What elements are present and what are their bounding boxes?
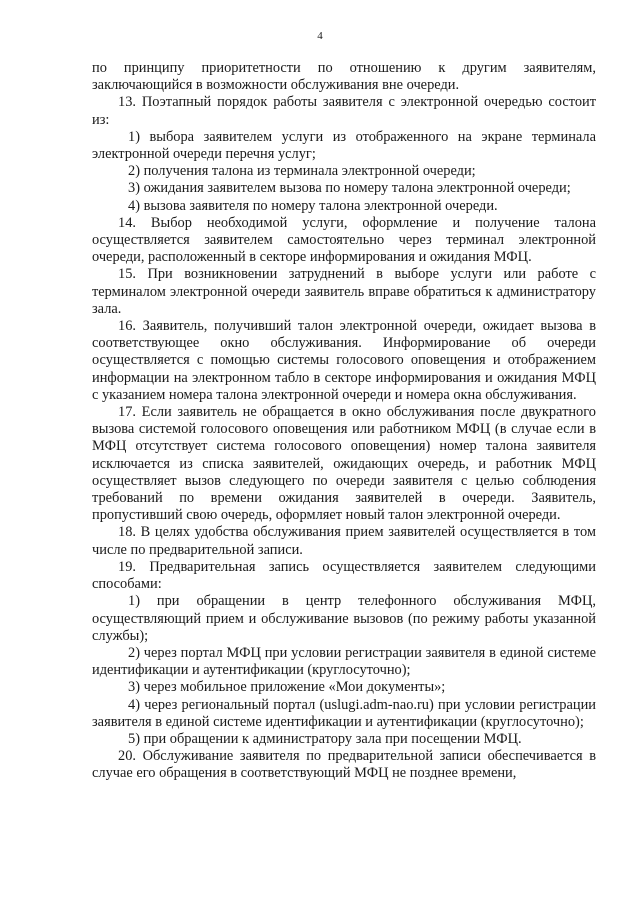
paragraph-19-item-2: 2) через портал МФЦ при условии регистрации заявителя в единой системе идентификации и аутентификации (круглосуточно); bbox=[92, 644, 596, 679]
paragraph-14: 14. Выбор необходимой услуги, оформление и получение талона осуществляется заявителем самостоятельно через терминал электронной очереди, расположенный в секторе информирования и ожидания МФЦ. bbox=[92, 214, 596, 266]
paragraph-13-item-2: 2) получения талона из терминала электронной очереди; bbox=[128, 163, 476, 180]
page-number: 4 bbox=[317, 30, 323, 42]
document-body bbox=[92, 60, 596, 783]
paragraph-13-item-4: 4) вызова заявителя по номеру талона электронной очереди. bbox=[128, 197, 498, 214]
paragraph-13-item-1: 1) выбора заявителем услуги из отображенного на экране терминала электронной очереди перечня услуг; bbox=[92, 128, 596, 163]
paragraph-19: 19. Предварительная запись осуществляется заявителем следующими способами: bbox=[92, 558, 596, 593]
paragraph-15: 15. При возникновении затруднений в выборе услуги или работе с терминалом электронной очереди заявитель вправе обратиться к администратору зала. bbox=[92, 266, 596, 317]
paragraph-13-item-3: 3) ожидания заявителем вызова по номеру талона электронной очереди; bbox=[128, 180, 571, 197]
paragraph-20: 20. Обслуживание заявителя по предварительной записи обеспечивается в случае его обращения в соответствующий МФЦ не позднее времени, bbox=[92, 748, 596, 782]
paragraph-19-item-4: 4) через региональный портал (uslugi.adm-nao.ru) при условии регистрации заявителя в единой системе идентификации и аутентификации (круглосуточно); bbox=[92, 696, 596, 730]
paragraph-19-item-3: 3) через мобильное приложение «Мои документы»; bbox=[128, 679, 446, 696]
paragraph-continuation: по принципу приоритетности по отношению к другим заявителям, заключающийся в возможности обслуживания вне очереди. bbox=[92, 60, 596, 94]
paragraph-13: 13. Поэтапный порядок работы заявителя с электронной очередью состоит из: bbox=[92, 94, 596, 128]
paragraph-18: 18. В целях удобства обслуживания прием заявителей осуществляется в том числе по предварительной записи. bbox=[92, 524, 596, 558]
paragraph-19-item-5: 5) при обращении к администратору зала при посещении МФЦ. bbox=[128, 730, 522, 747]
paragraph-16: 16. Заявитель, получивший талон электронной очереди, ожидает вызова в соответствующее окно обслуживания. Информирование об очереди осуществляется с помощью системы голосового оповещения и отображением информации на электронном табло в секторе информирования и ожидания МФЦ с указанием номера талона электронной очереди и номера окна обслуживания. bbox=[92, 318, 596, 403]
paragraph-19-item-1: 1) при обращении в центр телефонного обслуживания МФЦ, осуществляющий прием и обслуживание вызовов (по режиму работы указанной службы); bbox=[92, 593, 596, 644]
paragraph-17: 17. Если заявитель не обращается в окно обслуживания после двукратного вызова системой голосового оповещения или работником МФЦ (в случае если в МФЦ отсутствует система голосового оповещения) номер талона заявителя исключается из списка заявителей, ожидающих очередь, и работник МФЦ осуществляет вызов следующего по очереди заявителя с целью соблюдения требований по времени ожидания заявителей в очереди. Заявитель, пропустивший свою очередь, оформляет новый талон электронной очереди. bbox=[92, 404, 596, 524]
